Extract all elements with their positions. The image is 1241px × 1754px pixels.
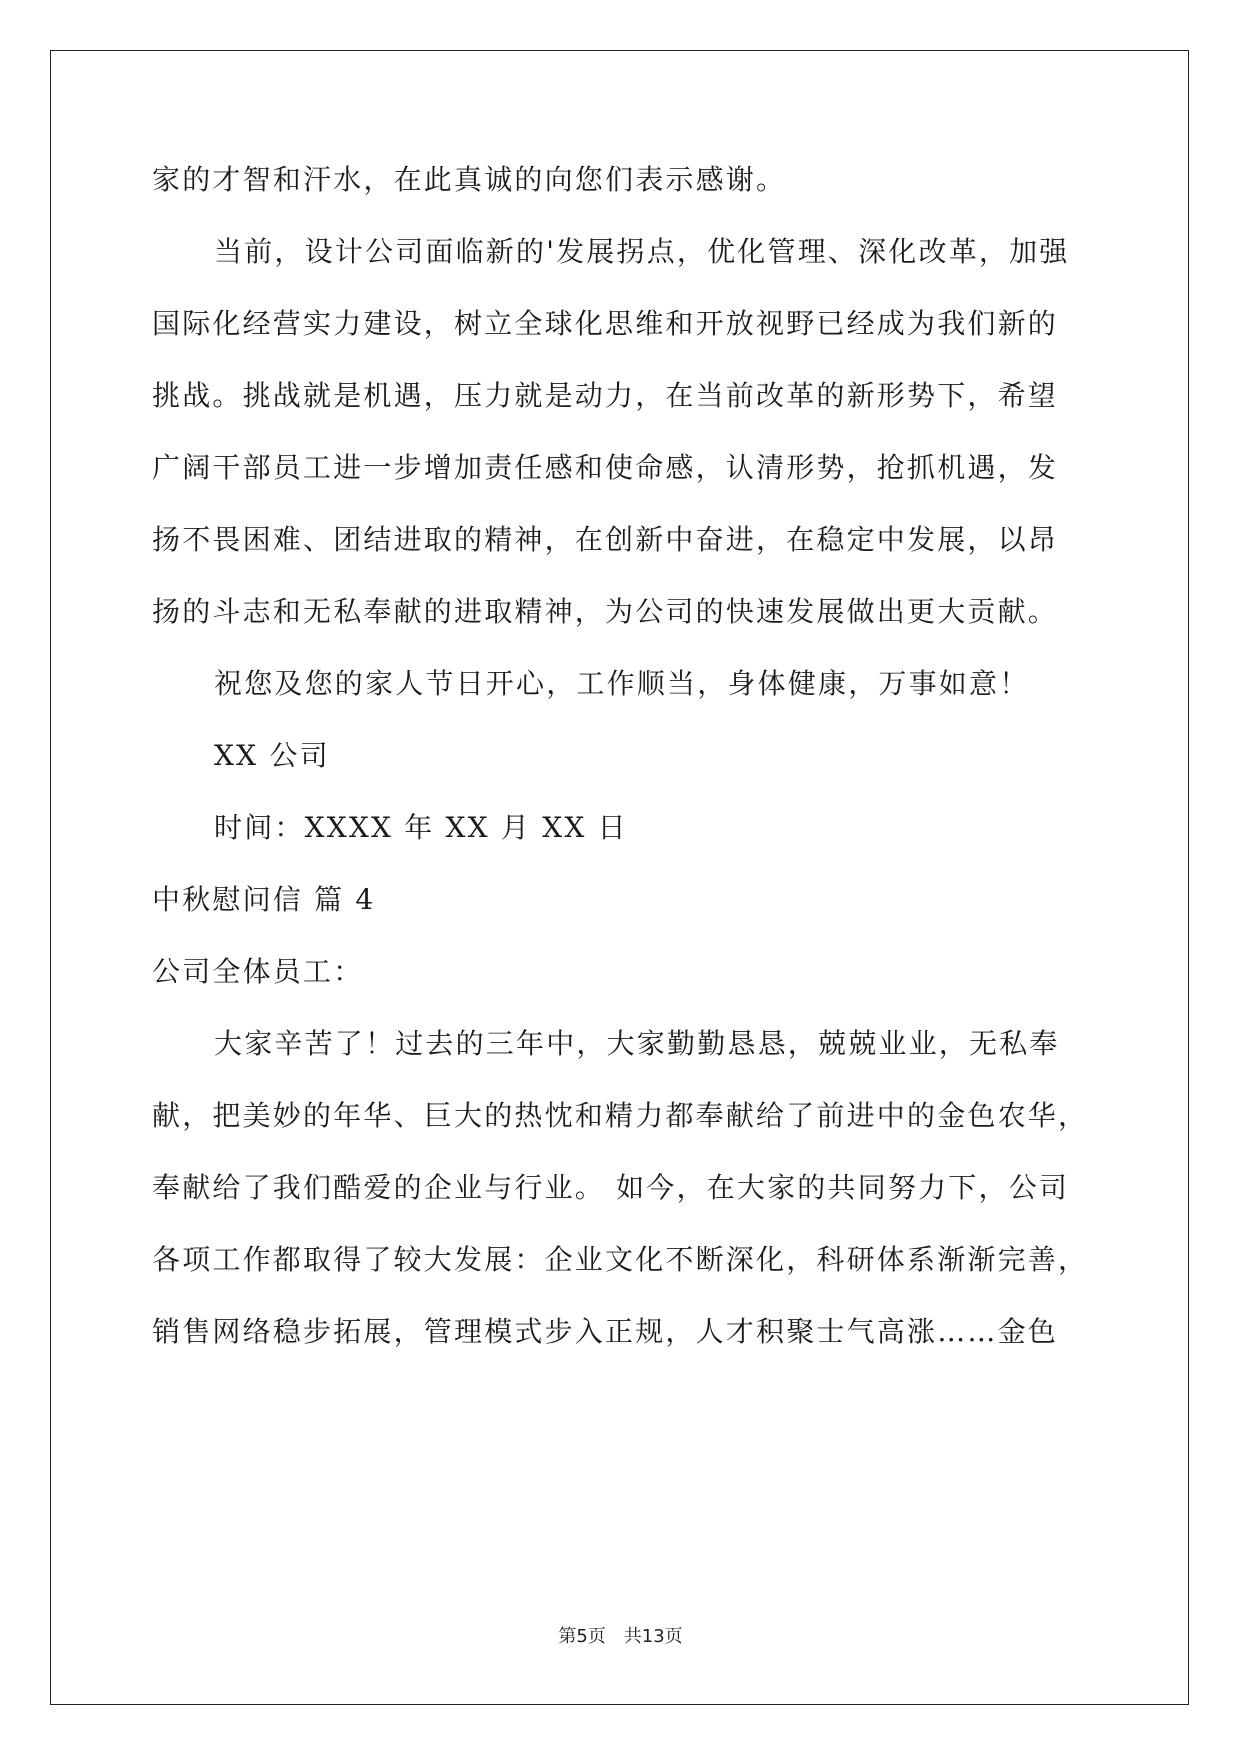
signature-date: 时间：XXXX 年 XX 月 XX 日 [214, 811, 628, 844]
section-heading: 中秋慰问信 篇 4 [152, 883, 376, 916]
signature-company: XX 公司 [214, 739, 330, 772]
page-border [50, 50, 1189, 1705]
paragraph-line: 献，把美妙的年华、巨大的热忱和精力都奉献给了前进中的金色农华， [152, 1099, 1089, 1132]
closing-wishes: 祝您及您的家人节日开心，工作顺当，身体健康，万事如意！ [214, 667, 1030, 700]
paragraph-line: 扬不畏困难、团结进取的精神，在创新中奋进，在稳定中发展，以昂 [152, 523, 1059, 556]
paragraph-line: 家的才智和汗水，在此真诚的向您们表示感谢。 [152, 163, 787, 196]
paragraph-line: 销售网络稳步拓展，管理模式步入正规，人才积聚士气高涨……金色 [152, 1315, 1059, 1348]
page-footer [0, 1625, 1241, 1649]
total-label-suffix: 页 [664, 1626, 683, 1647]
total-label-prefix: 共 [623, 1626, 642, 1647]
paragraph-line: 扬的斗志和无私奉献的进取精神，为公司的快速发展做出更大贡献。 [152, 595, 1059, 628]
salutation: 公司全体员工： [152, 955, 364, 988]
page-number: 5 [576, 1626, 588, 1647]
total-pages: 13 [641, 1626, 665, 1647]
paragraph-line: 奉献给了我们酷爱的企业与行业。 如今，在大家的共同努力下，公司 [152, 1171, 1070, 1204]
paragraph-line: 大家辛苦了！过去的三年中，大家勤勤恳恳，兢兢业业，无私奉 [214, 1027, 1060, 1060]
page-label-suffix: 页 [587, 1626, 606, 1647]
paragraph-line: 当前，设计公司面临新的'发展拐点，优化管理、深化改革，加强 [214, 235, 1070, 268]
page-label-prefix: 第 [558, 1626, 577, 1647]
paragraph-line: 国际化经营实力建设，树立全球化思维和开放视野已经成为我们新的 [152, 307, 1059, 340]
paragraph-line: 广阔干部员工进一步增加责任感和使命感，认清形势，抢抓机遇，发 [152, 451, 1059, 484]
paragraph-line: 挑战。挑战就是机遇，压力就是动力，在当前改革的新形势下，希望 [152, 379, 1059, 412]
paragraph-line: 各项工作都取得了较大发展：企业文化不断深化，科研体系渐渐完善， [152, 1243, 1089, 1276]
